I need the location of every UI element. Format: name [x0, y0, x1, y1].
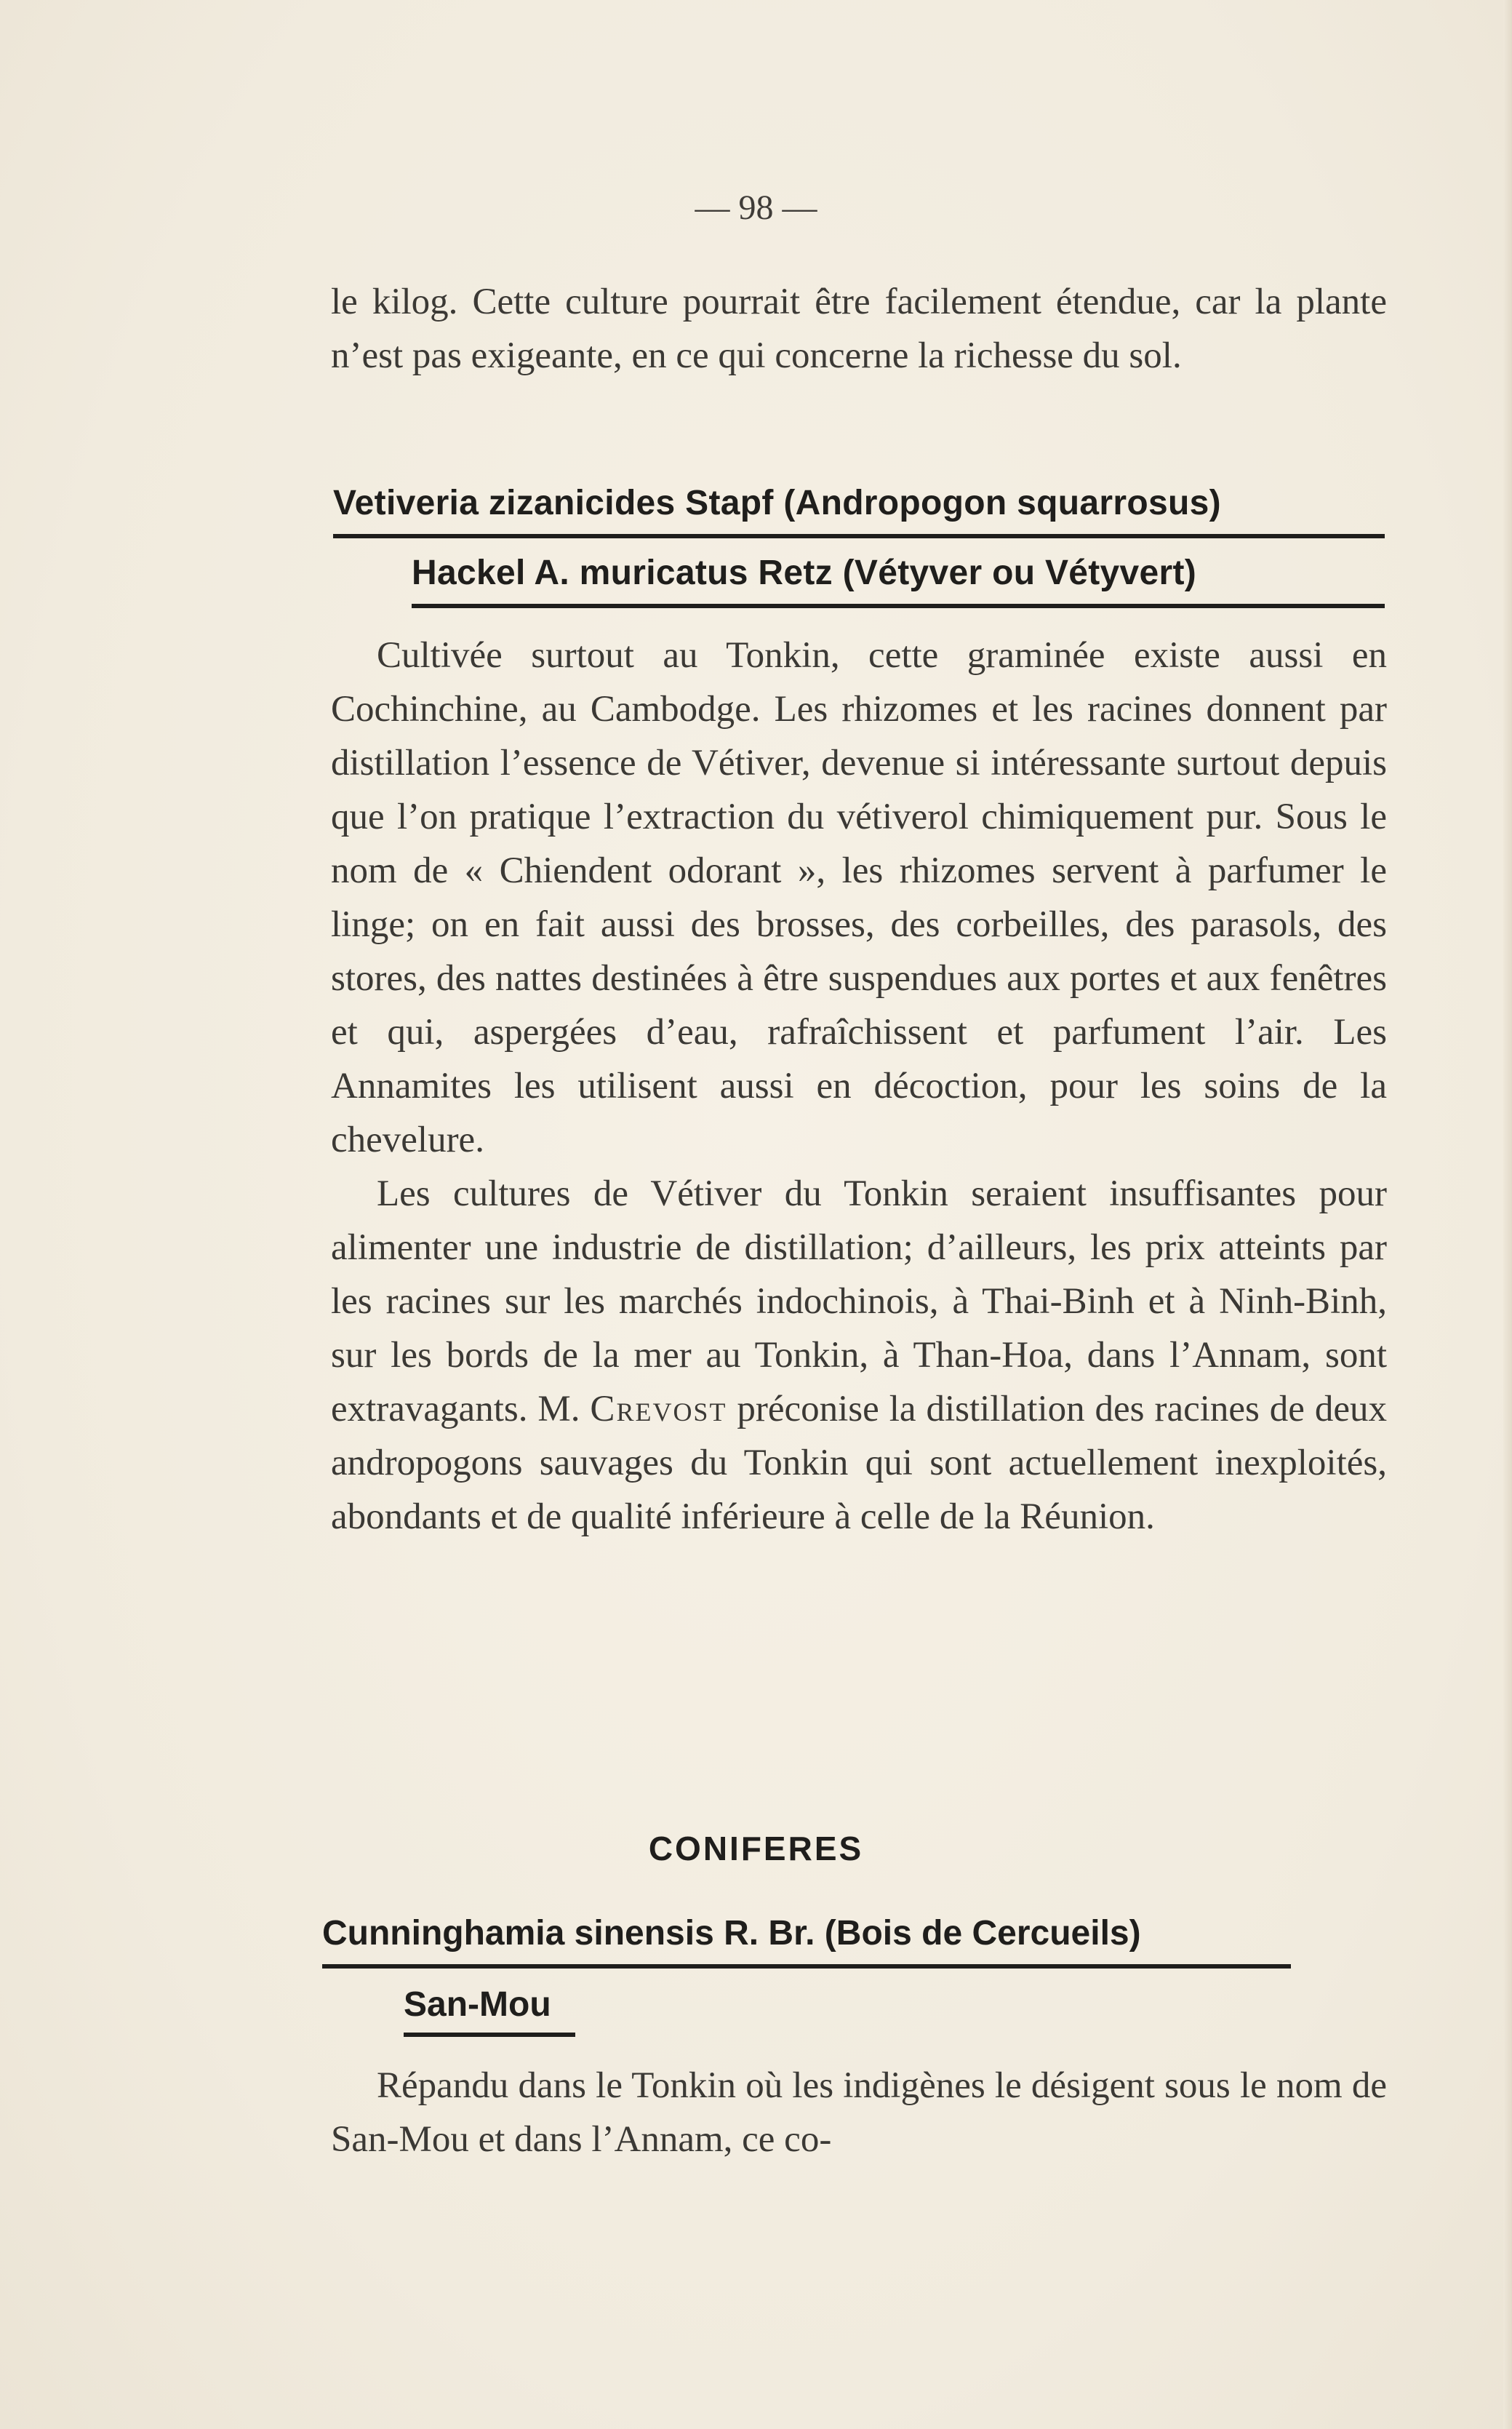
vetiveria-paragraph2: [331, 1167, 1387, 1544]
vetiveria-body: [331, 629, 1387, 1544]
paragraph-top: [331, 275, 1387, 383]
section-heading-coniferes: CONIFERES: [648, 1830, 864, 1867]
vetiveria-paragraph2-before: Les cultures de Vétiver du Tonkin seraient insuffisantes pour alimenter une industrie de distillation; d’ailleurs, les prix atteints par les racines sur les marchés indochinois, à Thai-Binh et à Ninh-Binh, sur les bords de la mer au Tonkin, à Than-Hoa, dans l’Annam, sont extravagants. M.: [331, 1173, 1387, 1429]
vetiveria-title-line2: Hackel A. muricatus Retz (Vétyver ou Vétyvert): [412, 554, 1197, 592]
page-number: — 98 —: [695, 188, 817, 227]
cunninghamia-title-underline2: [404, 2033, 575, 2037]
author-name: Crevost: [590, 1389, 727, 1429]
vetiveria-paragraph1: Cultivée surtout au Tonkin, cette graminée existe aussi en Cochinchine, au Cambodge. Les rhizomes et les racines donnent par distillation l’essence de Vétiver, devenue si intéressante surtout depuis que l’on pratique l’extraction du vétiverol chimiquement pur. Sous le nom de « Chiendent odorant », les rhizomes servent à parfumer le linge; on en fait aussi des brosses, des corbeilles, des parasols, des stores, des nattes destinées à être suspendues aux portes et aux fenêtres et qui, aspergées d’eau, rafraîchissent et parfument l’air. Les Annamites les utilisent aussi en décoction, pour les soins de la chevelure.: [331, 635, 1387, 1160]
cunninghamia-title-line1: Cunninghamia sinensis R. Br. (Bois de Cercueils): [322, 1914, 1141, 1953]
vetiveria-title-line1: Vetiveria zizanicides Stapf (Andropogon squarrosus): [333, 484, 1221, 522]
paragraph-top-text: le kilog. Cette culture pourrait être facilement étendue, car la plante n’est pas exigeante, en ce qui concerne la richesse du sol.: [331, 282, 1387, 376]
vetiveria-title-underline1: [333, 534, 1385, 538]
vetiveria-title-underline2: [412, 604, 1385, 608]
vetiveria-paragraph2-after: préconise la distillation des racines de deux andropogons sauvages du Tonkin qui sont actuellement inexploités, abondants et de qualité inférieure à celle de la Réunion.: [331, 1389, 1387, 1537]
cunninghamia-paragraph: Répandu dans le Tonkin où les indigènes le désigent sous le nom de San-Mou et dans l’Annam, ce co-: [331, 2065, 1387, 2160]
cunninghamia-body: [331, 2059, 1387, 2166]
cunninghamia-title-underline1: [322, 1964, 1291, 1969]
cunninghamia-title-line2: San-Mou: [404, 1985, 551, 2024]
page-edge: [1503, 0, 1512, 2429]
